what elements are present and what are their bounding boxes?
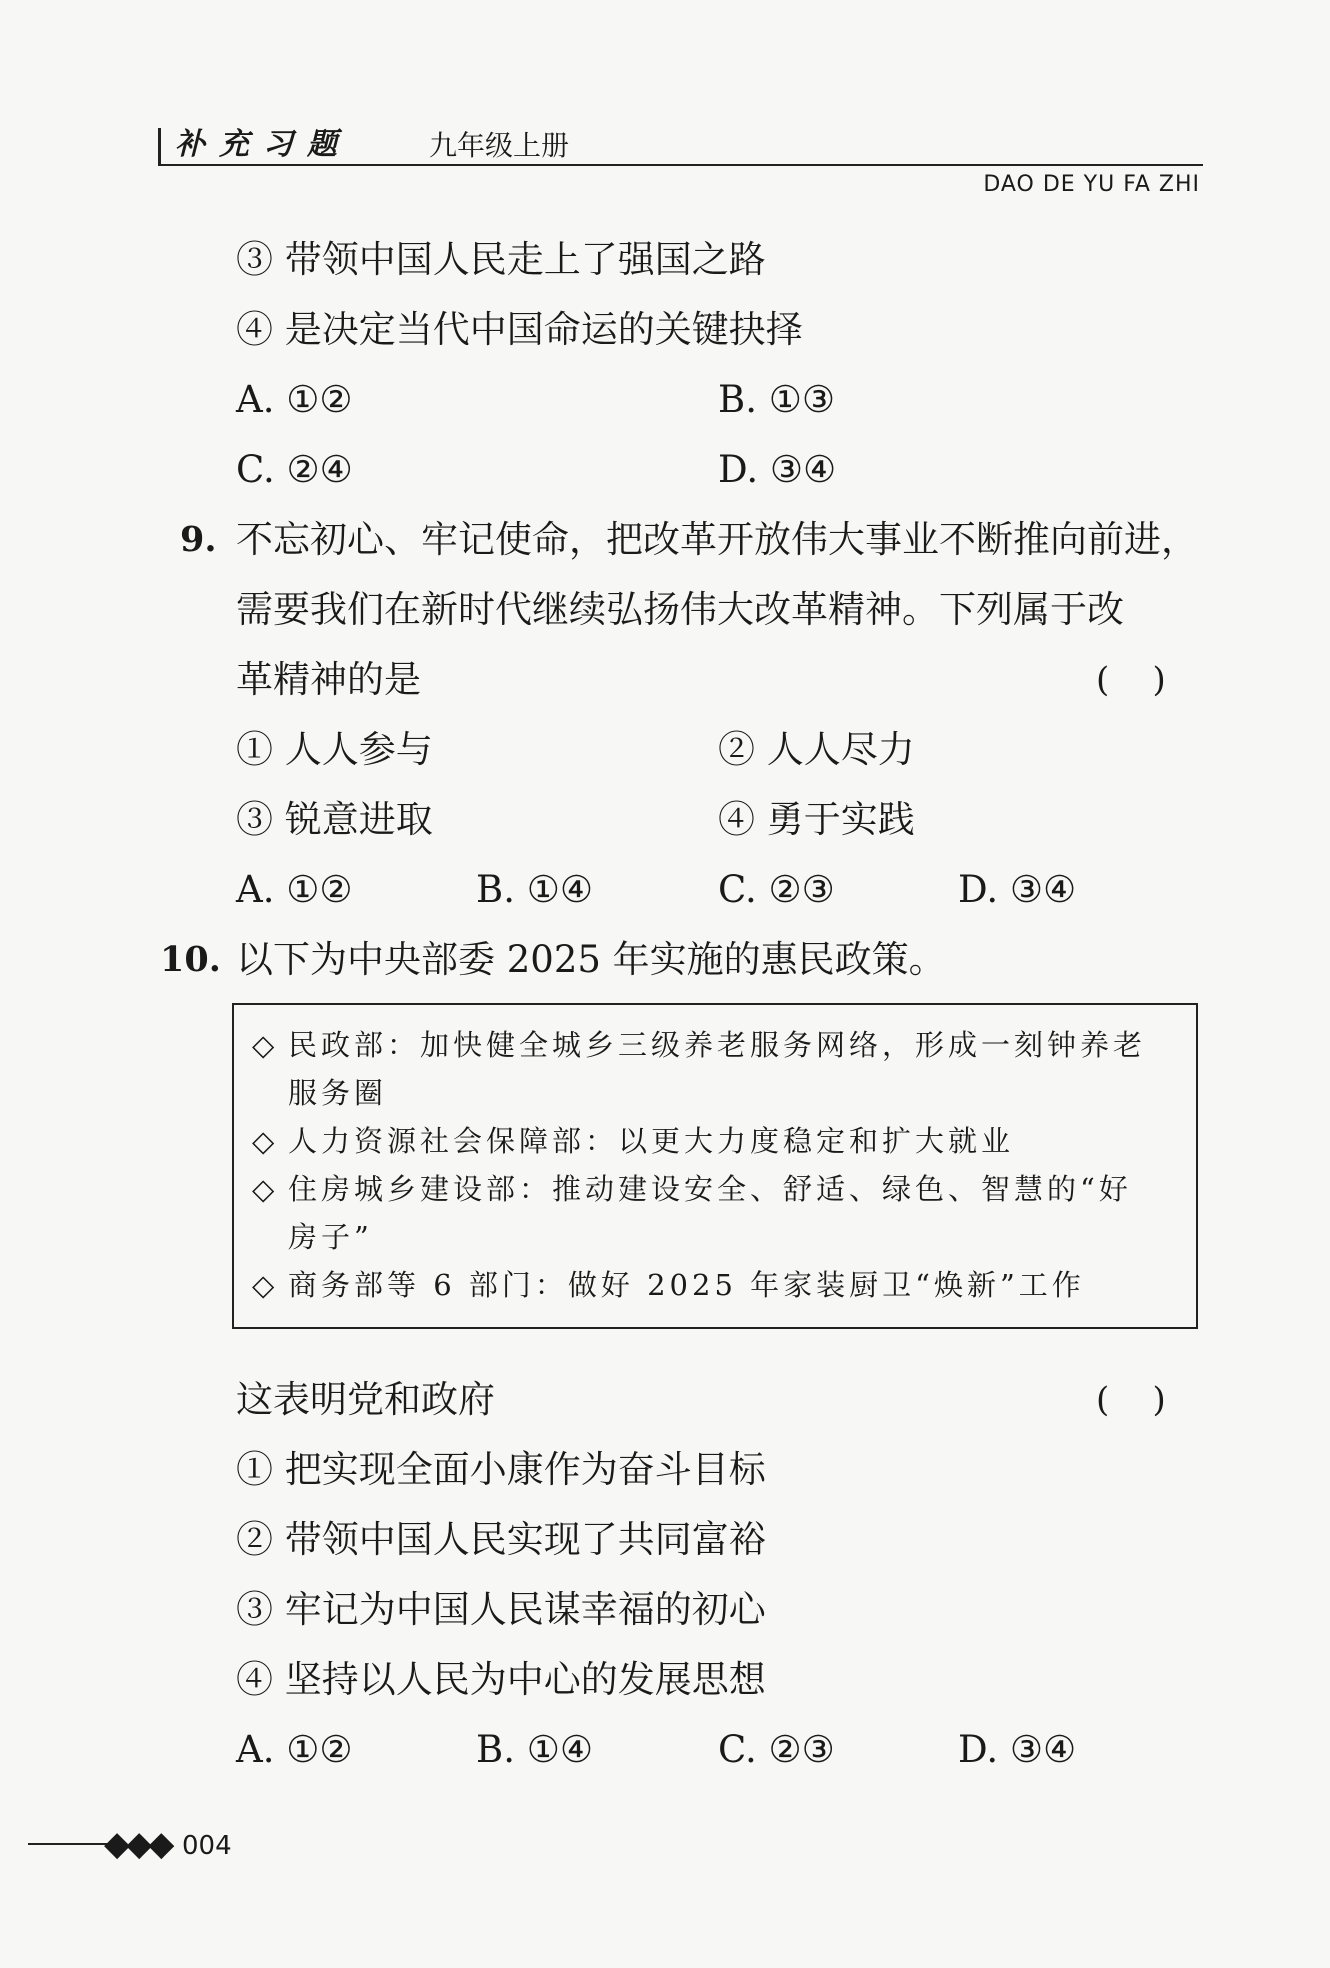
diamond-bullet-icon: ◇ xyxy=(252,1172,279,1206)
q10-option-3: ③ 牢记为中国人民谋幸福的初心 xyxy=(236,1588,766,1631)
policy-item-1 xyxy=(252,1021,1182,1117)
q10-choice-b: B. ①④ xyxy=(476,1728,594,1771)
policy-item-4-text: 商务部等 6 部门：做好 2025 年家装厨卫“焕新”工作 xyxy=(288,1268,1085,1302)
q9-option-4: ④ 勇于实践 xyxy=(718,798,915,841)
q9-stem-line-3: 革精神的是 xyxy=(236,658,421,701)
policy-item-2-text: 人力资源社会保障部：以更大力度稳定和扩大就业 xyxy=(288,1124,1015,1158)
policy-item-1-text-a: 民政部：加快健全城乡三级养老服务网络，形成一刻钟养老 xyxy=(288,1028,1147,1062)
q9-choice-c: C. ②③ xyxy=(718,868,835,911)
q9-stem-line-1: 不忘初心、牢记使命，把改革开放伟大事业不断推向前进， xyxy=(236,518,1198,561)
policy-item-3-text-a: 住房城乡建设部：推动建设安全、舒适、绿色、智慧的“好 xyxy=(288,1172,1132,1206)
q9-choice-b: B. ①④ xyxy=(476,868,594,911)
policy-item-4 xyxy=(252,1261,1182,1309)
subject-pinyin: DAO DE YU FA ZHI xyxy=(983,172,1200,197)
q8-option-4: ④ 是决定当代中国命运的关键抉择 xyxy=(236,308,803,351)
policy-item-3-text-b: 房子” xyxy=(288,1220,373,1254)
diamond-bullet-icon: ◇ xyxy=(252,1268,279,1302)
q9-stem-line-2: 需要我们在新时代继续弘扬伟大改革精神。下列属于改 xyxy=(236,588,1124,631)
diamond-bullet-icon: ◇ xyxy=(252,1124,279,1158)
series-title: 补充习题 xyxy=(175,127,351,162)
q9-choice-d: D. ③④ xyxy=(958,868,1077,911)
policy-item-3 xyxy=(252,1165,1182,1261)
q8-choice-a: A. ①② xyxy=(236,378,353,421)
q10-intro: 以下为中央部委 2025 年实施的惠民政策。 xyxy=(236,938,946,981)
q8-choice-d: D. ③④ xyxy=(718,448,837,491)
q9-option-1: ① 人人参与 xyxy=(236,728,433,771)
page-header xyxy=(158,128,1203,166)
policy-box xyxy=(232,1003,1198,1329)
q9-answer-blank: ( ) xyxy=(1096,660,1166,700)
footer-diamond-icon: ◆◆◆ xyxy=(104,1824,171,1864)
q10-choice-a: A. ①② xyxy=(236,1728,353,1771)
q9-choice-a: A. ①② xyxy=(236,868,353,911)
q9-option-2: ② 人人尽力 xyxy=(718,728,915,771)
q8-option-3: ③ 带领中国人民走上了强国之路 xyxy=(236,238,766,281)
page-number: 004 xyxy=(182,1831,232,1861)
q10-option-2: ② 带领中国人民实现了共同富裕 xyxy=(236,1518,766,1561)
diamond-bullet-icon: ◇ xyxy=(252,1028,279,1062)
q8-choice-c: C. ②④ xyxy=(236,448,353,491)
q10-option-4: ④ 坚持以人民为中心的发展思想 xyxy=(236,1658,766,1701)
grade-label: 九年级上册 xyxy=(429,129,570,162)
q10-choice-d: D. ③④ xyxy=(958,1728,1077,1771)
footer-rule xyxy=(28,1843,108,1845)
policy-item-2 xyxy=(252,1117,1182,1165)
q10-option-1: ① 把实现全面小康作为奋斗目标 xyxy=(236,1448,766,1491)
q9-number: 9. xyxy=(180,519,217,560)
q10-stem: 这表明党和政府 xyxy=(236,1378,495,1421)
q8-choice-b: B. ①③ xyxy=(718,378,836,421)
policy-item-1-text-b: 服务圈 xyxy=(288,1076,388,1110)
q9-option-3: ③ 锐意进取 xyxy=(236,798,433,841)
q10-answer-blank: ( ) xyxy=(1096,1380,1166,1420)
q10-choice-c: C. ②③ xyxy=(718,1728,835,1771)
q10-number: 10. xyxy=(160,939,221,980)
